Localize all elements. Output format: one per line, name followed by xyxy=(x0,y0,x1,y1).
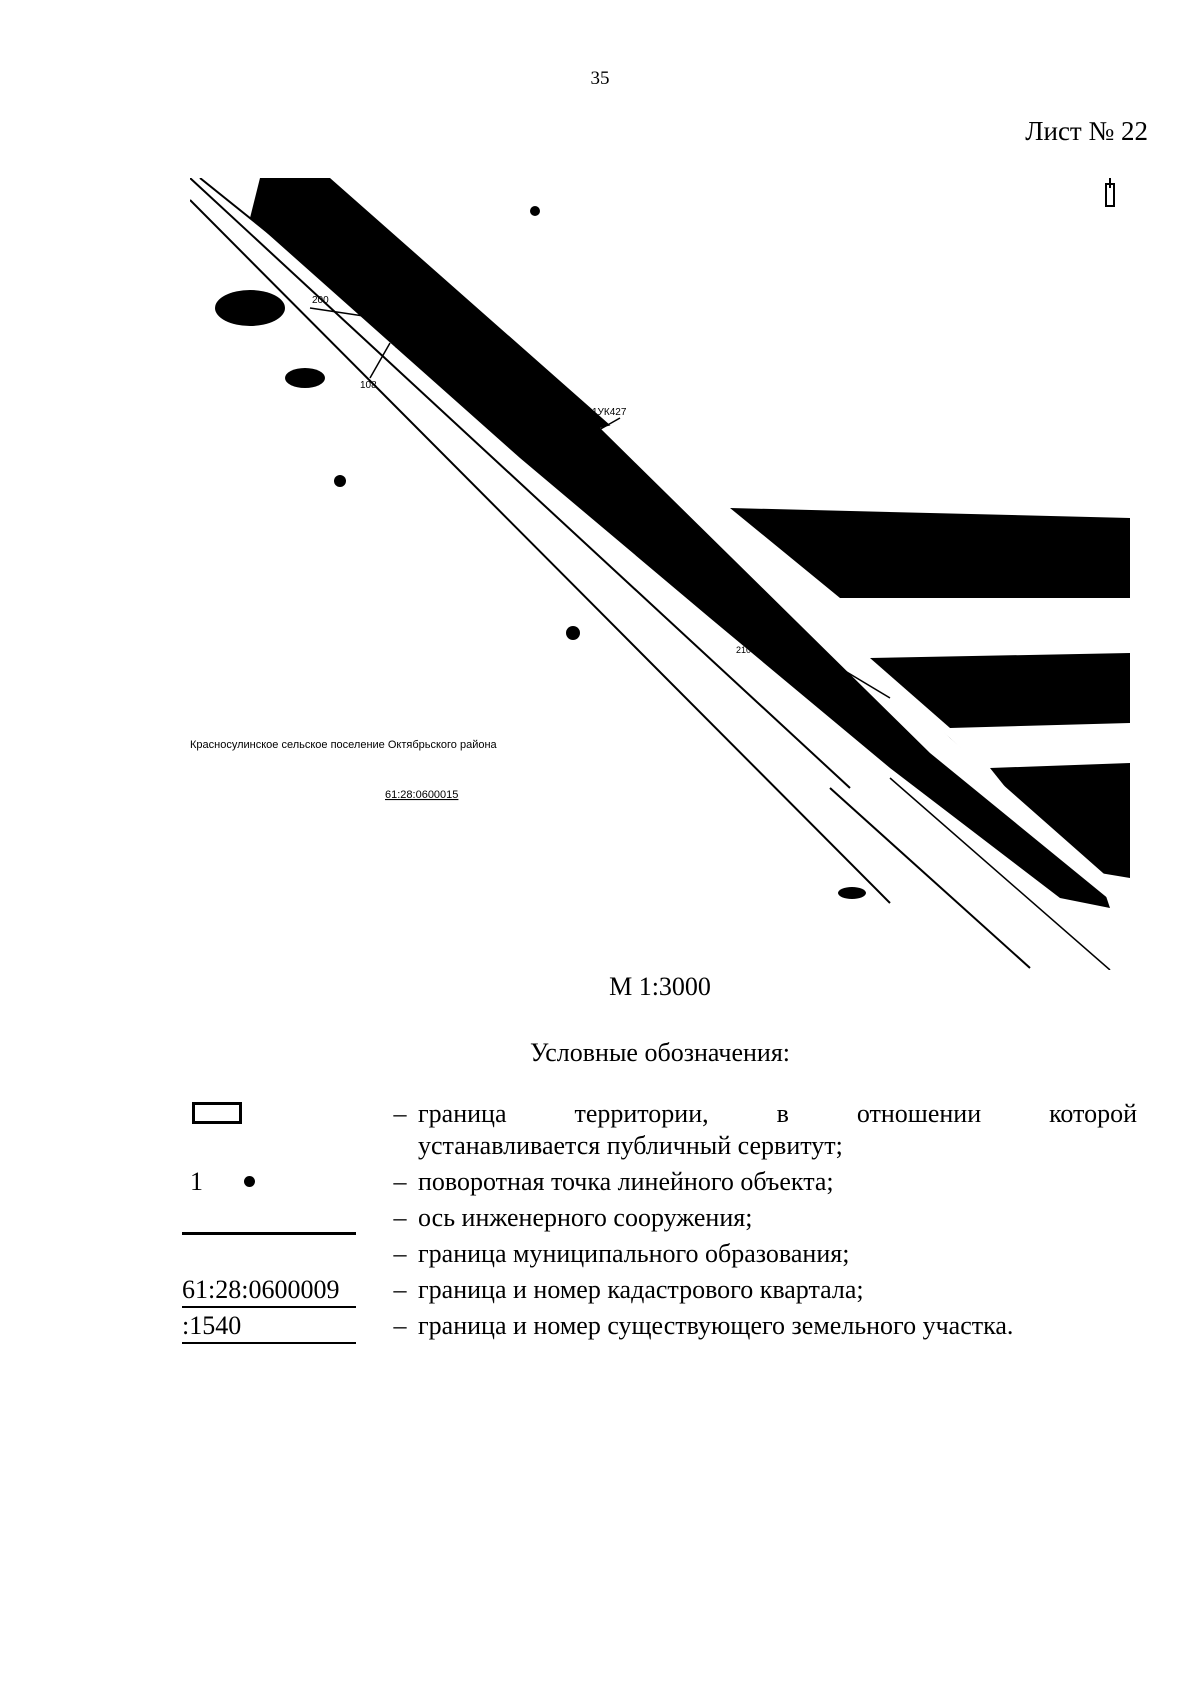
map-label-199: 199 xyxy=(395,340,412,351)
legend-desc-cont: устанавливается публичный сервитут; xyxy=(418,1131,843,1160)
legend-desc: поворотная точка линейного объекта; xyxy=(418,1167,834,1196)
map-figure xyxy=(190,178,1130,970)
legend-desc: ось инженерного сооружения; xyxy=(418,1203,753,1232)
legend-dash: – xyxy=(393,1167,407,1196)
legend-desc: граница и номер существующего земельного участка. xyxy=(418,1311,1014,1340)
vegetation-spot xyxy=(838,887,866,899)
cadastral-quarter-symbol: 61:28:0600009 xyxy=(182,1274,356,1308)
legend-row xyxy=(182,1274,1137,1306)
legend-dash: – xyxy=(393,1311,407,1340)
map-dot xyxy=(530,206,540,216)
turning-point-icon xyxy=(244,1176,255,1187)
map-label-cadastral: 61:28:0600015 xyxy=(385,789,459,801)
map-label-108: 108 xyxy=(360,380,377,391)
legend-dash: – xyxy=(393,1099,407,1128)
legend-title: Условные обозначения: xyxy=(529,1038,791,1067)
legend-dash: – xyxy=(393,1203,407,1232)
map-svg xyxy=(190,178,1130,970)
point-number: 1 xyxy=(190,1167,203,1196)
page-number: 35 xyxy=(590,68,610,89)
map-label-210: 210 xyxy=(736,645,752,655)
legend-desc: граница территории, в отношении которой xyxy=(418,1099,1137,1128)
legend-row xyxy=(182,1310,1137,1342)
map-dot xyxy=(334,475,346,487)
legend-desc: граница муниципального образования; xyxy=(418,1239,850,1268)
vegetation-spot xyxy=(215,290,285,326)
vegetation-spot xyxy=(285,368,325,388)
legend-row xyxy=(182,1166,1137,1198)
field-area-upper xyxy=(730,508,1130,598)
map-label-plot: 1УК427 xyxy=(592,407,627,418)
sheet-label: Лист № 22 xyxy=(1025,116,1148,146)
municipal-boundary-symbol xyxy=(182,1232,356,1235)
map-scale: М 1:3000 xyxy=(609,972,711,1001)
land-parcel-symbol: :1540 xyxy=(182,1310,356,1344)
legend xyxy=(182,1098,1137,1346)
map-label-road: Красносулинское сельское поселение Октябрьского района xyxy=(190,739,497,751)
map-label-200: 200 xyxy=(312,295,329,306)
legend-desc: граница и номер кадастрового квартала; xyxy=(418,1275,864,1304)
north-arrow-icon xyxy=(1106,178,1114,206)
legend-row xyxy=(182,1202,1137,1234)
servitude-boundary-symbol xyxy=(192,1102,242,1124)
legend-dash: – xyxy=(393,1275,407,1304)
legend-dash: – xyxy=(393,1239,407,1268)
legend-row xyxy=(182,1098,1137,1162)
map-dot xyxy=(566,626,580,640)
boundary-line xyxy=(190,178,850,788)
legend-row xyxy=(182,1238,1137,1270)
